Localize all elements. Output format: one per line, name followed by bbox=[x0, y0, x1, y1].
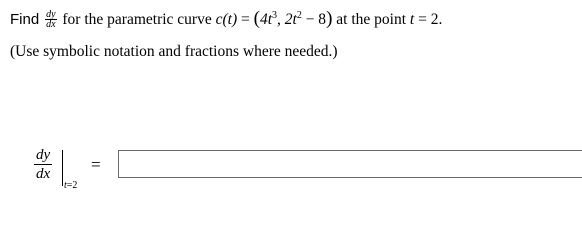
curve-equals: = bbox=[240, 11, 250, 28]
evaluation-variable: t bbox=[64, 180, 67, 191]
answer-denominator: dx bbox=[36, 166, 51, 182]
answer-equals-sign: = bbox=[91, 155, 101, 174]
component-1: 4t bbox=[259, 11, 272, 28]
point-value: = 2. bbox=[418, 11, 443, 28]
component-1-exponent: 3 bbox=[272, 9, 277, 21]
evaluation-value: =2 bbox=[66, 180, 78, 191]
question-for-text: for the parametric curve bbox=[62, 11, 212, 28]
question-at-text: at the point bbox=[336, 11, 407, 28]
paren-close: ) bbox=[326, 8, 333, 29]
evaluation-bar bbox=[62, 150, 63, 186]
derivative-fraction bbox=[45, 10, 56, 29]
paren-open: ( bbox=[253, 8, 260, 29]
component-comma: , bbox=[277, 11, 281, 28]
derivative-denominator: dx bbox=[46, 18, 56, 30]
answer-derivative-fraction bbox=[34, 146, 52, 183]
answer-input[interactable] bbox=[118, 150, 582, 178]
component-2-rest: − 8 bbox=[305, 11, 327, 28]
point-variable: t bbox=[409, 11, 415, 28]
answer-numerator: dy bbox=[36, 147, 51, 163]
find-word: Find bbox=[10, 11, 40, 28]
answer-label bbox=[28, 146, 88, 192]
curve-name: c(t) bbox=[215, 11, 238, 28]
evaluation-subscript bbox=[64, 180, 77, 191]
component-2-exponent: 2 bbox=[296, 9, 302, 21]
component-2: 2t bbox=[284, 11, 297, 28]
instruction-text: (Use symbolic notation and fractions where needed.) bbox=[10, 43, 338, 60]
question-text bbox=[10, 8, 442, 31]
derivative-numerator: dy bbox=[46, 8, 56, 20]
